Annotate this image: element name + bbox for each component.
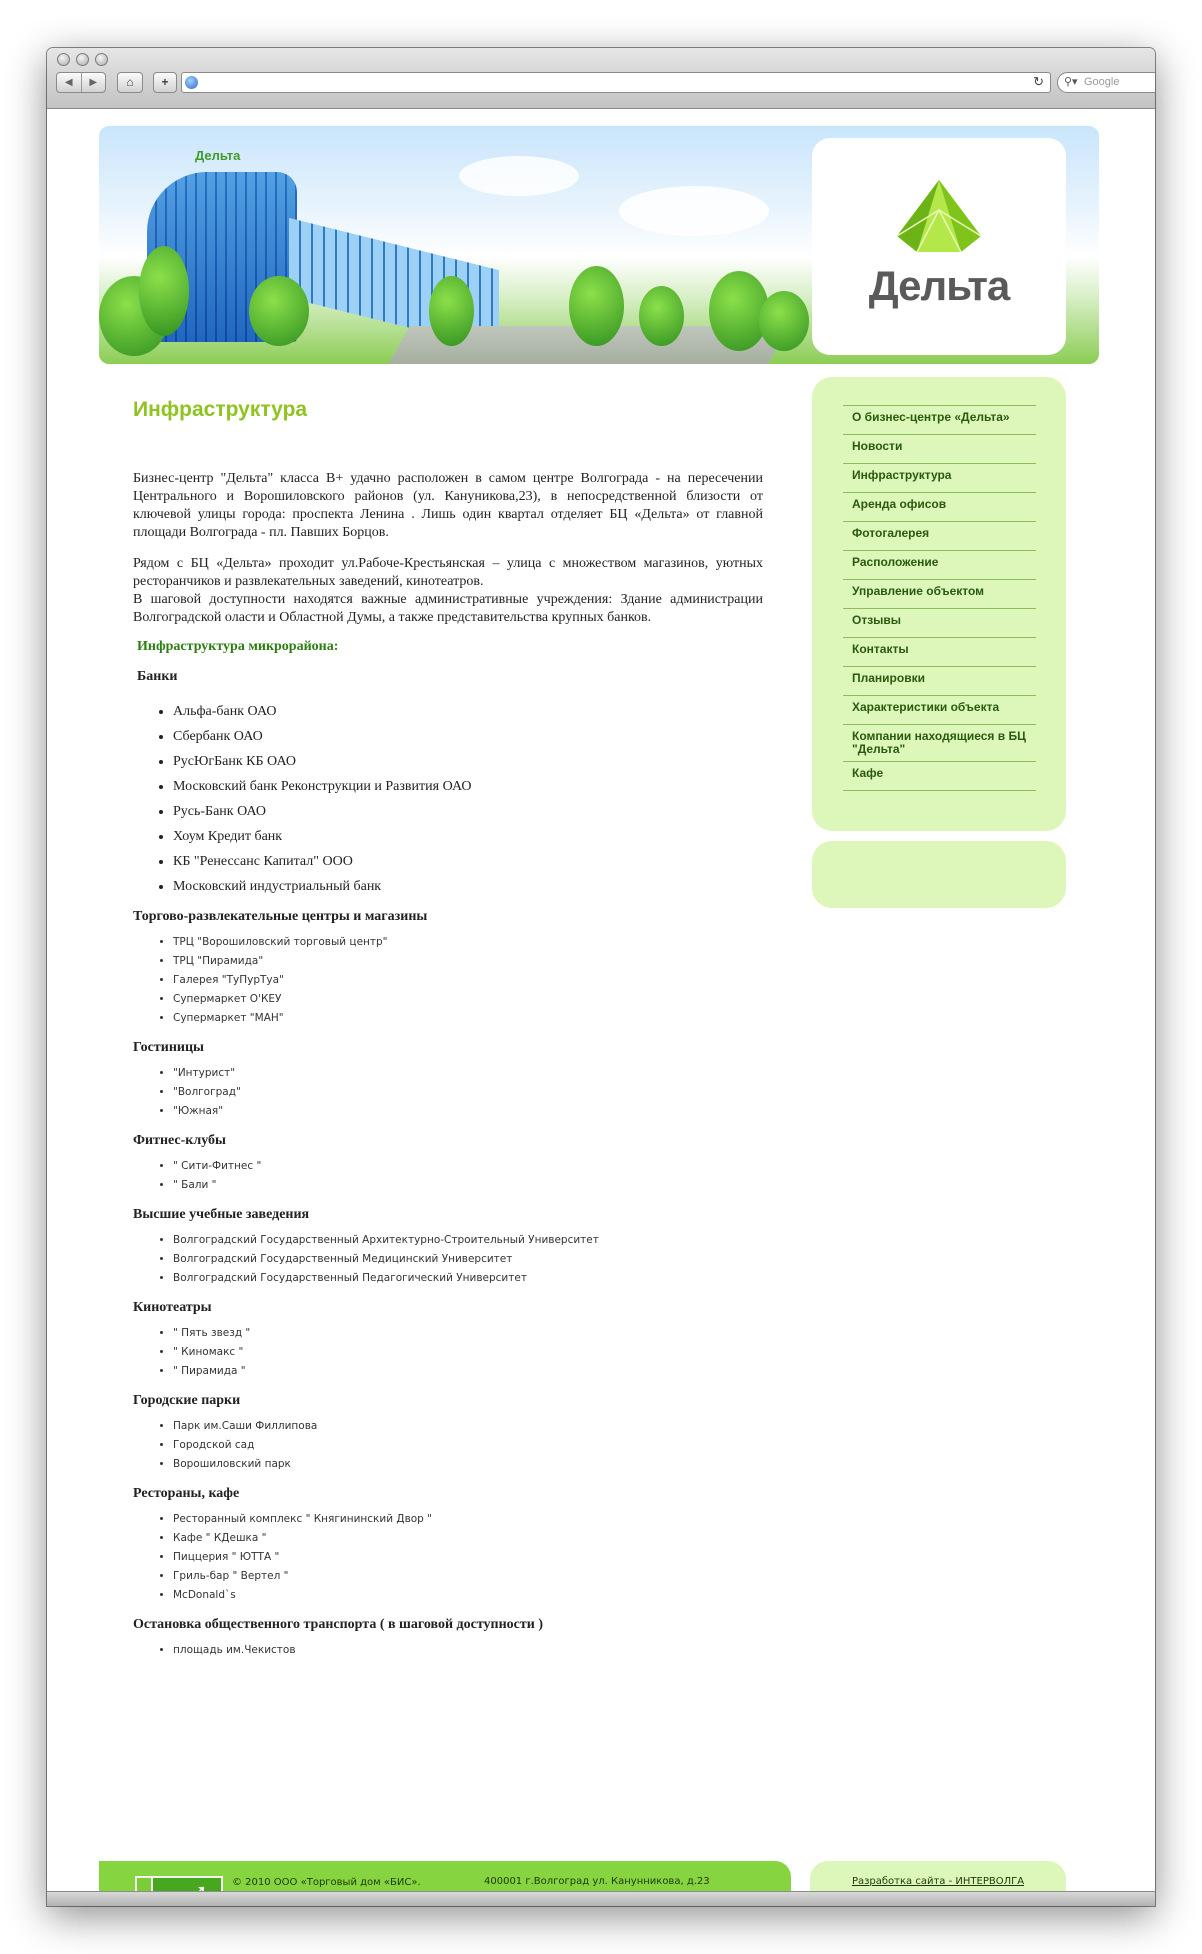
globe-icon <box>185 76 198 89</box>
browser-toolbar <box>47 48 1155 109</box>
list-item: • Супермаркет "МАН" <box>173 1009 763 1028</box>
section-heading: Рестораны, кафе <box>133 1486 240 1501</box>
list-item: • Московский банк Реконструкции и Развития ОАО <box>173 774 763 799</box>
window-controls <box>57 53 108 66</box>
forward-button[interactable]: ▶ <box>81 73 106 92</box>
menu-item-contacts[interactable]: Контакты <box>843 638 1036 667</box>
web-page <box>99 126 1099 1888</box>
tree <box>759 291 809 351</box>
list-item: • " Сити-Фитнес " <box>173 1157 763 1176</box>
delta-gem-icon <box>897 180 981 252</box>
add-bookmark-button[interactable] <box>153 72 177 93</box>
micro-heading: Инфраструктура микрорайона: <box>137 639 339 654</box>
list-item: • " Киномакс " <box>173 1343 763 1362</box>
section-list <box>133 1231 763 1288</box>
menu-item-location[interactable]: Расположение <box>843 551 1036 580</box>
footer-address: 400001 г.Волгоград ул. Канунникова, д.23 <box>484 1876 710 1887</box>
home-icon: ⌂ <box>126 75 134 89</box>
main-content <box>133 398 763 1660</box>
section-list <box>133 1641 763 1660</box>
developer-link[interactable]: Разработка сайта - ИНТЕРВОЛГА <box>851 1876 1025 1887</box>
street-paragraph: Рядом с БЦ «Дельта» проходит ул.Рабоче-Крестьянская – улица с множеством магазинов, уютных ресторанчиков и развлекательных заведений, кинотеатров. <box>133 556 763 589</box>
section-list <box>133 933 763 1028</box>
search-placeholder: Google <box>1084 76 1120 88</box>
list-item: • Гриль-бар " Вертел " <box>173 1567 763 1586</box>
list-item: • " Пять звезд " <box>173 1324 763 1343</box>
section-list <box>133 1510 763 1605</box>
list-item: • "Южная" <box>173 1102 763 1121</box>
section-heading: Остановка общественного транспорта ( в шаговой доступности ) <box>133 1617 543 1632</box>
menu-item-office-rent[interactable]: Аренда офисов <box>843 493 1036 522</box>
list-item: • Сбербанк ОАО <box>173 724 763 749</box>
list-item: • Альфа-банк ОАО <box>173 699 763 724</box>
page-title: Инфраструктура <box>133 398 308 421</box>
search-icon: ⚲▾ <box>1064 76 1078 88</box>
search-input[interactable] <box>1057 72 1155 93</box>
cloud <box>459 156 579 196</box>
section-list <box>133 1157 763 1195</box>
list-item: • Волгоградский Государственный Медицинский Университет <box>173 1250 763 1269</box>
section-heading: Торгово-развлекательные центры и магазины <box>133 909 428 924</box>
banks-list <box>133 699 763 899</box>
list-item: • РусЮгБанк КБ ОАО <box>173 749 763 774</box>
history-nav <box>56 72 106 93</box>
list-item: • Русь-Банк ОАО <box>173 799 763 824</box>
tree <box>639 286 684 346</box>
menu-item-layouts[interactable]: Планировки <box>843 667 1036 696</box>
minimize-window-button[interactable] <box>76 53 89 66</box>
tree <box>429 276 474 346</box>
list-item: • Волгоградский Государственный Архитектурно-Строительный Университет <box>173 1231 763 1250</box>
section-heading: Городские парки <box>133 1393 241 1408</box>
list-item: • Ворошиловский парк <box>173 1455 763 1474</box>
menu-item-companies[interactable]: Компании находящиеся в БЦ "Дельта" <box>843 725 1036 762</box>
copyright-line: © 2010 ООО «Торговый дом «БИС». <box>232 1877 421 1888</box>
header-banner <box>99 126 1099 364</box>
list-item: • Волгоградский Государственный Педагогический Университет <box>173 1269 763 1288</box>
menu-item-infrastructure[interactable]: Инфраструктура <box>843 464 1036 493</box>
list-item: • Хоум Кредит банк <box>173 824 763 849</box>
plus-icon: + <box>161 75 169 89</box>
sidebar-menu <box>812 377 1066 831</box>
list-item: • КБ "Ренессанс Капитал" ООО <box>173 849 763 874</box>
list-item: • Кафе " КДешка " <box>173 1529 763 1548</box>
logo-panel[interactable] <box>812 138 1066 355</box>
list-item: • Московский индустриальный банк <box>173 874 763 899</box>
menu-item-cafe[interactable]: Кафе <box>843 762 1036 791</box>
status-bar <box>47 1891 1155 1906</box>
address-bar[interactable] <box>181 72 1051 93</box>
section-list <box>133 1064 763 1121</box>
section-heading: Кинотеатры <box>133 1300 212 1315</box>
list-item: • "Волгоград" <box>173 1083 763 1102</box>
nav-menu <box>843 405 1036 791</box>
intro-paragraph: Бизнес-центр "Дельта" класса В+ удачно расположен в самом центре Волгограда - на пересечении Центрального и Ворошиловского районов (ул. Кануникова,23), в непосредственной близости от ключевой улицы города: проспекта Ленина . Лишь один квартал отделяет БЦ «Дельта» от главной площади Волгограда - пл. Павших Борцов. <box>133 471 763 540</box>
section-list <box>133 1417 763 1474</box>
list-item: • Ресторанный комплекс " Княгининский Двор " <box>173 1510 763 1529</box>
menu-item-news[interactable]: Новости <box>843 435 1036 464</box>
section-list <box>133 1324 763 1381</box>
list-item: • "Интурист" <box>173 1064 763 1083</box>
zoom-window-button[interactable] <box>95 53 108 66</box>
browser-window <box>47 48 1155 1906</box>
list-item: • площадь им.Чекистов <box>173 1641 763 1660</box>
list-item: • Галерея "ТуПурТуа" <box>173 971 763 990</box>
admin-paragraph: В шаговой доступности находятся важные административные учреждения: Здание администрации Волгоградской оласти и Областной Думы, а также представительства крупных банков. <box>133 592 763 625</box>
list-item: • " Бали " <box>173 1176 763 1195</box>
section-heading: Высшие учебные заведения <box>133 1207 310 1222</box>
menu-item-reviews[interactable]: Отзывы <box>843 609 1036 638</box>
menu-item-management[interactable]: Управление объектом <box>843 580 1036 609</box>
list-item: • Парк им.Саши Филлипова <box>173 1417 763 1436</box>
tree <box>249 276 309 346</box>
menu-item-about[interactable]: О бизнес-центре «Дельта» <box>843 405 1036 435</box>
back-button[interactable]: ◀ <box>64 77 73 88</box>
section-heading: Гостиницы <box>133 1040 204 1055</box>
reload-icon[interactable]: ↻ <box>1033 74 1044 89</box>
cloud <box>619 186 769 236</box>
sidebar-empty-panel <box>812 841 1066 908</box>
tree <box>139 246 189 336</box>
home-button[interactable] <box>117 72 143 93</box>
menu-item-characteristics[interactable]: Характеристики объекта <box>843 696 1036 725</box>
building-sign: Дельта <box>195 148 241 163</box>
list-item: • McDonald`s <box>173 1586 763 1605</box>
close-window-button[interactable] <box>57 53 70 66</box>
section-heading: Фитнес-клубы <box>133 1133 226 1148</box>
list-item: • Пиццерия " ЮТТА " <box>173 1548 763 1567</box>
list-item: • Супермаркет О'КЕУ <box>173 990 763 1009</box>
list-item: • ТРЦ "Пирамида" <box>173 952 763 971</box>
logo-text: Дельта <box>868 262 1010 309</box>
menu-item-gallery[interactable]: Фотогалерея <box>843 522 1036 551</box>
tree <box>569 266 624 346</box>
list-item: • " Пирамида " <box>173 1362 763 1381</box>
banks-heading: Банки <box>137 669 178 684</box>
list-item: • Городской сад <box>173 1436 763 1455</box>
list-item: • ТРЦ "Ворошиловский торговый центр" <box>173 933 763 952</box>
